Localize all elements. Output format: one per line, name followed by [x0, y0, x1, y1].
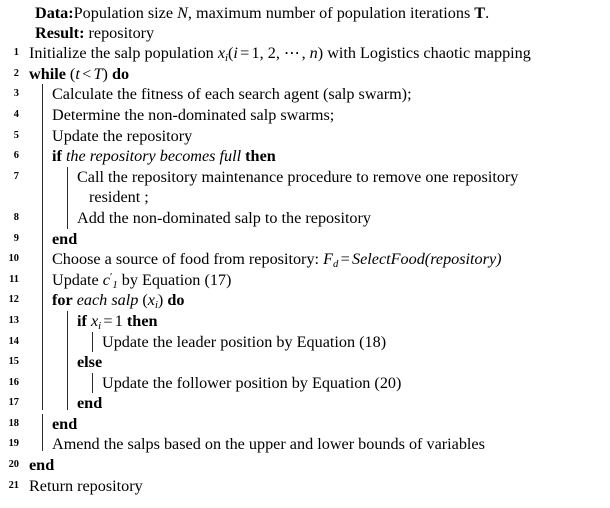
result-row [35, 24, 610, 44]
data-row [35, 4, 610, 24]
line10-arg: repository [430, 250, 497, 269]
algorithm-line [0, 476, 610, 497]
algorithm-line [0, 167, 610, 208]
line-body [20, 332, 610, 353]
keyword-while: while [29, 64, 66, 83]
indent-rail-2 [67, 393, 68, 410]
algorithm-line [0, 105, 610, 126]
indent-rail-1 [42, 414, 43, 435]
line-text: Update the leader position by Equation (18) [102, 332, 387, 351]
algorithm-line [0, 455, 610, 476]
line-number: 19 [8, 438, 19, 450]
indent-rail-2 [67, 167, 68, 208]
line1-two: 2 [267, 44, 276, 63]
line-body [20, 43, 610, 64]
indent-rail-1 [42, 167, 43, 208]
line11-sub-1: 1 [112, 278, 118, 291]
keyword-end: end [52, 229, 78, 248]
indent-rail-3 [92, 373, 93, 394]
line13-sub-i: i [98, 319, 102, 332]
algorithm-header [0, 4, 610, 43]
line-body [20, 208, 610, 229]
indent-rail-1 [42, 126, 43, 147]
line-number: 12 [8, 294, 19, 306]
line-text [77, 311, 610, 332]
indent-rail-1 [42, 290, 43, 311]
algorithm-line [0, 352, 610, 373]
line13-one: 1 [114, 311, 123, 330]
line-number: 15 [8, 356, 19, 368]
line-number: 16 [8, 376, 19, 388]
line-body [20, 373, 610, 394]
line-text: Add the non-dominated salp to the repository [77, 208, 372, 227]
line11-var-c: c [102, 270, 110, 289]
line-number: 8 [13, 211, 19, 223]
line-body [20, 290, 610, 311]
line-body [20, 476, 610, 497]
indent-rail-2 [67, 332, 68, 353]
line1-lead: Initialize the salp population [29, 44, 218, 63]
result-value: repository [88, 23, 155, 42]
line1-sub-i: i [225, 52, 228, 65]
line12-close-paren: ) [157, 291, 168, 310]
line-text [52, 249, 610, 270]
line-text: Update the repository [52, 126, 193, 145]
line2-var-t: t [75, 64, 80, 83]
line1-comma-2: , [275, 44, 284, 63]
line-body [20, 229, 610, 250]
line-number: 21 [8, 479, 19, 491]
line-body [20, 455, 610, 476]
indent-rail-2 [67, 208, 68, 229]
algorithm-line [0, 311, 610, 332]
line-number: 17 [8, 397, 19, 409]
line10-sub-d: d [332, 258, 339, 271]
line-text: Update the follower position by Equation (20) [102, 373, 402, 392]
line-number: 18 [8, 417, 19, 429]
algorithm-line [0, 84, 610, 105]
line-body [20, 352, 610, 373]
algorithm-line [0, 270, 610, 291]
line2-var-T: T [93, 64, 103, 83]
result-label: Result: [35, 23, 85, 42]
line-text [29, 64, 610, 85]
line10-open-paren: ( [424, 250, 431, 269]
line-number: 5 [13, 129, 19, 141]
indent-rail-1 [42, 373, 43, 394]
line-body [20, 146, 610, 167]
line13-var-x: x [90, 311, 99, 330]
line10-close-paren: ) [496, 250, 502, 269]
line-body [20, 311, 610, 332]
indent-rail-1 [42, 229, 43, 250]
keyword-end: end [29, 456, 55, 475]
keyword-else: else [77, 353, 103, 372]
keyword-do: do [111, 64, 130, 83]
indent-rail-2 [67, 352, 68, 373]
line-text [52, 146, 610, 167]
line-text [52, 290, 610, 311]
algorithm-line [0, 393, 610, 414]
line10-lead: Choose a source of food from repository: [52, 250, 324, 269]
algorithm-line [0, 126, 610, 147]
indent-rail-2 [67, 311, 68, 332]
algorithm-line [0, 434, 610, 455]
data-text-1: Population size [73, 4, 178, 22]
line-number: 10 [8, 253, 19, 265]
line-number: 6 [13, 150, 19, 162]
line6-condition: the repository becomes full [61, 147, 246, 166]
line-body [20, 84, 610, 105]
line-body [20, 270, 610, 291]
line10-equals: = [340, 250, 350, 269]
algorithm-line [0, 414, 610, 435]
line2-open-paren: ( [65, 64, 76, 83]
line11-lead: Update [52, 270, 103, 289]
line1-one: 1 [251, 44, 260, 63]
line-text: Calculate the fitness of each search agent (salp swarm); [52, 85, 412, 104]
line1-var-n: n [309, 44, 318, 63]
line-text: Determine the non-dominated salp swarms; [52, 105, 335, 124]
algorithm-line [0, 64, 610, 85]
line11-prime: ′ [109, 270, 113, 283]
line12-condition: each salp [72, 291, 143, 310]
algorithm-line [0, 332, 610, 353]
indent-rail-1 [42, 352, 43, 373]
line11-tail: by Equation (17) [117, 270, 232, 289]
keyword-if: if [52, 147, 62, 166]
indent-rail-3 [92, 332, 93, 353]
keyword-end: end [77, 394, 103, 413]
line-body [20, 105, 610, 126]
indent-rail-1 [42, 332, 43, 353]
indent-rail-1 [42, 208, 43, 229]
line1-open-paren: ( [227, 44, 234, 63]
algorithm-line [0, 229, 610, 250]
data-label: Data: [35, 4, 74, 22]
keyword-end: end [52, 414, 78, 433]
line-body [20, 414, 610, 435]
line-body [20, 434, 610, 455]
line-number: 3 [13, 88, 19, 100]
line-number: 9 [13, 232, 19, 244]
indent-rail-1 [42, 270, 43, 291]
data-var-T: T [474, 4, 486, 22]
line1-cdots: ⋯ [283, 44, 302, 63]
line-body [20, 167, 610, 208]
line1-tail: with Logistics chaotic mapping [323, 44, 531, 63]
keyword-if: if [77, 311, 87, 330]
line1-var-x: x [217, 44, 225, 63]
indent-rail-1 [42, 434, 43, 451]
line-number: 13 [8, 314, 19, 326]
algorithm-line [0, 146, 610, 167]
line10-function-name: SelectFood [351, 250, 425, 269]
keyword-then: then [245, 147, 276, 166]
indent-rail-1 [42, 105, 43, 126]
line10-var-F: F [323, 250, 333, 269]
indent-rail-1 [42, 84, 43, 105]
indent-rail-1 [42, 146, 43, 167]
keyword-do: do [167, 291, 185, 310]
line1-comma-3: , [301, 44, 310, 63]
line-text: Call the repository maintenance procedure to remove one repository [77, 167, 519, 186]
line13-equals: = [103, 311, 113, 330]
keyword-then: then [126, 311, 158, 330]
keyword-for: for [52, 291, 73, 310]
line-body [20, 249, 610, 270]
algorithm-line [0, 249, 610, 270]
algorithm-line [0, 43, 610, 64]
line-text [29, 43, 610, 64]
line12-var-x: x [147, 291, 155, 310]
line12-open-paren: ( [142, 291, 148, 310]
data-text-3: . [485, 4, 490, 22]
algorithm-line [0, 208, 610, 229]
line-number: 14 [8, 335, 19, 347]
data-text-2: , maximum number of population iterations [187, 4, 475, 22]
line-number: 7 [13, 170, 19, 182]
line-number: 1 [13, 47, 19, 59]
line-number: 4 [13, 108, 19, 120]
indent-rail-1 [42, 249, 43, 270]
line2-less-than: < [82, 64, 92, 83]
line-body [20, 393, 610, 414]
line2-close-paren: ) [102, 64, 112, 83]
line-text: Amend the salps based on the upper and lower bounds of variables [52, 435, 485, 454]
algorithm-line [0, 373, 610, 394]
line-text: Return repository [29, 476, 143, 495]
indent-rail-2 [67, 373, 68, 394]
data-var-N: N [177, 4, 188, 22]
line1-equals: = [240, 44, 250, 63]
line1-var-i: i [233, 44, 238, 63]
line-body [20, 126, 610, 147]
algorithm-line [0, 290, 610, 311]
line12-sub-i: i [154, 299, 158, 312]
line-number: 11 [9, 273, 19, 285]
line-number: 2 [13, 67, 19, 79]
line1-close-paren: ) [317, 44, 324, 63]
line-body [20, 64, 610, 85]
indent-rail-1 [42, 393, 43, 410]
line1-comma-1: , [259, 44, 268, 63]
line-number: 20 [8, 459, 19, 471]
line-text-continuation: resident ; [89, 188, 149, 207]
line-text [52, 270, 610, 291]
indent-rail-1 [42, 311, 43, 332]
